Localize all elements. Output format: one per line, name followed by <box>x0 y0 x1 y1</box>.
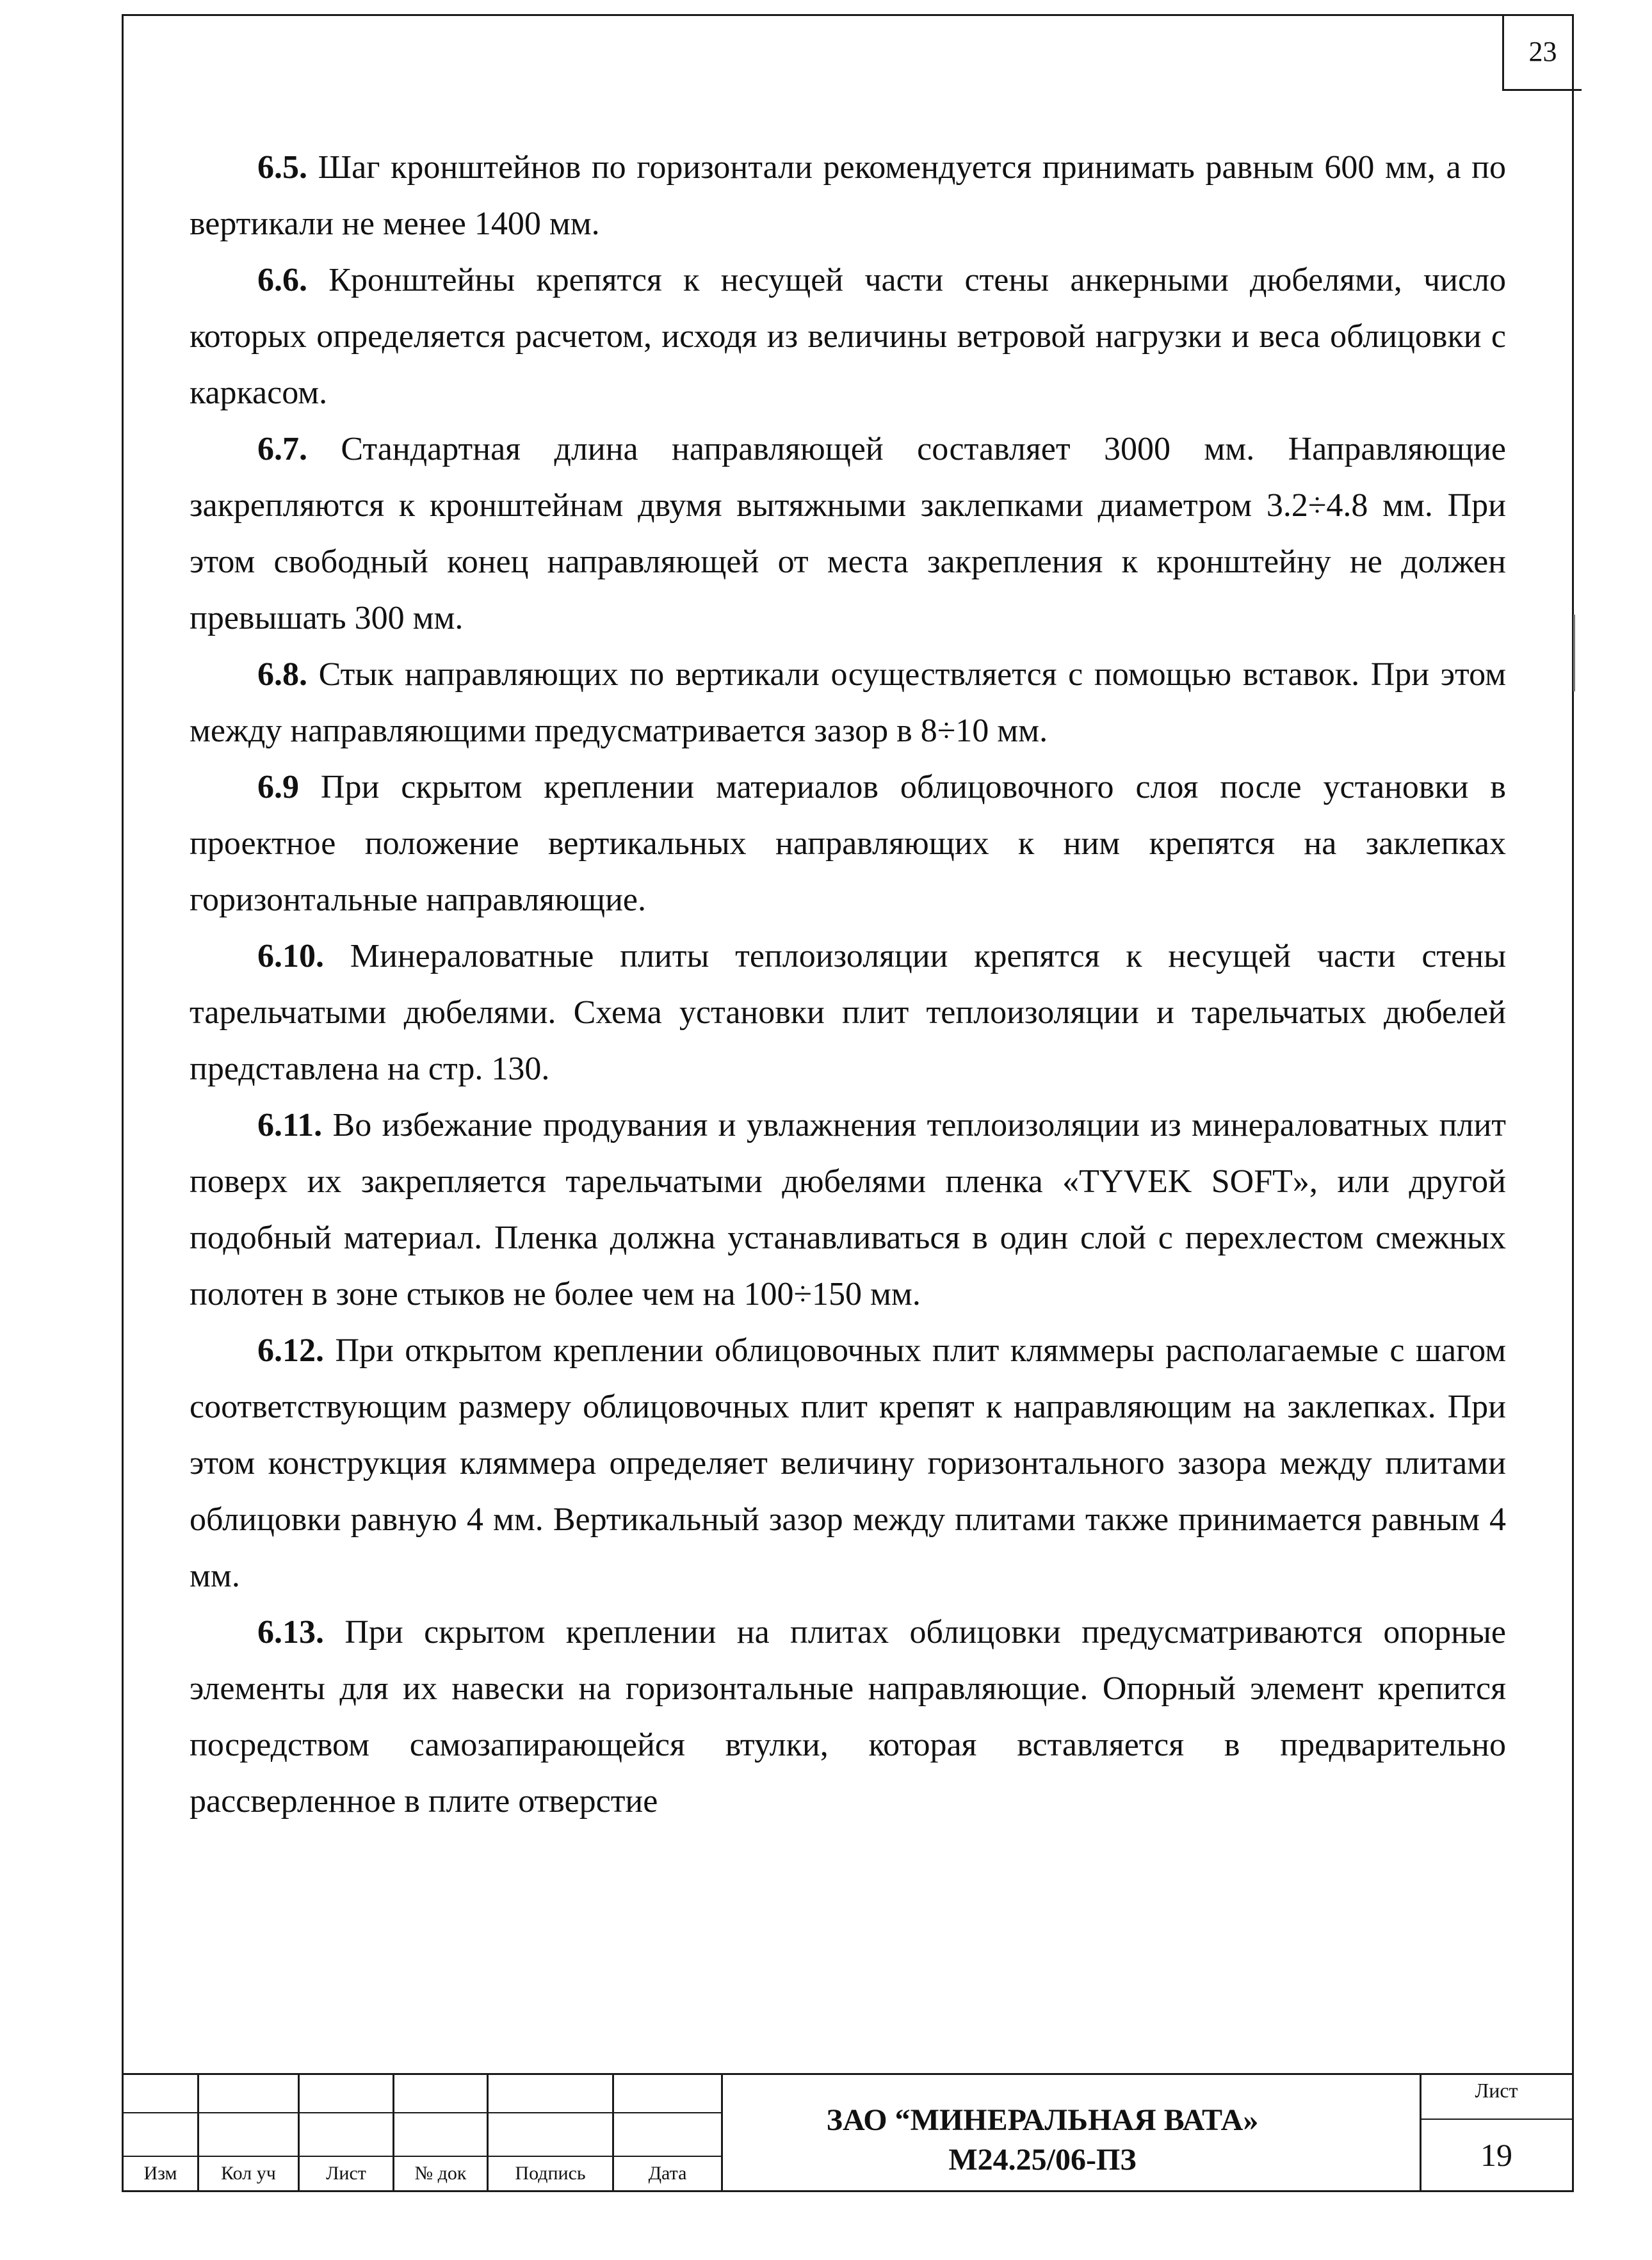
paragraph-text: При скрытом креплении на плитах облицовки предусматриваются опорные элементы для их навески на горизонтальные направляющие. Опорный элемент крепится посредством самозапирающейся втулки, которая вставляется в предварительно рассверленное в плите отверстие <box>190 1614 1506 1820</box>
paragraph-number: 6.8. <box>257 656 307 693</box>
organization-name: ЗАО “МИНЕРАЛЬНАЯ ВАТА» <box>826 2103 1259 2137</box>
col-nomer-dok: № док <box>414 2163 467 2184</box>
paragraph-6-12 <box>190 1323 1506 1604</box>
paragraph-number: 6.13. <box>257 1614 324 1651</box>
title-block-row <box>124 2112 721 2113</box>
col-list: Лист <box>326 2163 366 2184</box>
paragraph-text: Шаг кронштейнов по горизонтали рекомендуется принимать равным 600 мм, а по вертикали не менее 1400 мм. <box>190 149 1506 242</box>
paragraph-text: Во избежание продувания и увлажнения теплоизоляции из минераловатных плит поверх их закрепляется тарельчатыми дюбелями пленка «TYVEK SOFT», или другой подобный материал. Пленка должна устанавливаться в один слой с перехлестом смежных полотен в зоне стыков не более чем на 100÷150 мм. <box>190 1107 1506 1312</box>
col-izm: Изм <box>143 2163 177 2184</box>
col-kol-uch: Кол уч <box>221 2163 276 2184</box>
paragraph-6-5 <box>190 140 1506 252</box>
paragraph-number: 6.9 <box>257 769 299 805</box>
paragraph-6-6 <box>190 252 1506 421</box>
page-number: 23 <box>1502 14 1582 91</box>
paragraph-text: Минераловатные плиты теплоизоляции крепятся к несущей части стены тарельчатыми дюбелями. Схема установки плит теплоизоляции и тарельчатых дюбелей представлена на стр. 130. <box>190 938 1506 1087</box>
col-podpis: Подпись <box>515 2163 586 2184</box>
margin-mark <box>1573 615 1575 691</box>
paragraph-6-13 <box>190 1604 1506 1830</box>
paragraph-text: Стандартная длина направляющей составляет 3000 мм. Направляющие закрепляются к кронштейнам двумя вытяжными заклепками диаметром 3.2÷4.8 мм. При этом свободный конец направляющей от места закрепления к кронштейну не должен превышать 300 мм. <box>190 431 1506 636</box>
paragraph-number: 6.5. <box>257 149 307 186</box>
title-block <box>124 2073 1572 2192</box>
paragraph-number: 6.6. <box>257 262 307 298</box>
paragraph-6-11 <box>190 1097 1506 1323</box>
sheet-label: Лист <box>1475 2079 1518 2102</box>
paragraph-6-8 <box>190 647 1506 759</box>
sheet-number: 19 <box>1480 2137 1512 2173</box>
paragraph-number: 6.7. <box>257 431 307 467</box>
document-body <box>190 140 1506 1830</box>
organization-block <box>722 2101 1363 2180</box>
paragraph-6-10 <box>190 928 1506 1097</box>
paragraph-6-7 <box>190 421 1506 647</box>
paragraph-text: При скрытом креплении материалов облицовочного слоя после установки в проектное положение вертикальных направляющих к ним крепятся на заклепках горизонтальные направляющие. <box>190 769 1506 918</box>
paragraph-number: 6.10. <box>257 938 324 974</box>
paragraph-6-9 <box>190 759 1506 928</box>
paragraph-text: При открытом креплении облицовочных плит кляммеры располагаемые с шагом соответствующим размеру облицовочных плит крепят к направляющим на заклепках. При этом конструкция кляммера определяет величину горизонтального зазора между плитами облицовки равную 4 мм. Вертикальный зазор между плитами также принимается равным 4 мм. <box>190 1332 1506 1594</box>
paragraph-number: 6.12. <box>257 1332 324 1369</box>
paragraph-text: Кронштейны крепятся к несущей части стены анкерными дюбелями, число которых определяется расчетом, исходя из величины ветровой нагрузки и веса облицовки с каркасом. <box>190 262 1506 411</box>
paragraph-text: Стык направляющих по вертикали осуществляется с помощью вставок. При этом между направляющими предусматривается зазор в 8÷10 мм. <box>190 656 1506 749</box>
paragraph-number: 6.11. <box>257 1107 323 1143</box>
document-code: М24.25/06-ПЗ <box>948 2143 1137 2177</box>
col-data: Дата <box>648 2163 687 2184</box>
